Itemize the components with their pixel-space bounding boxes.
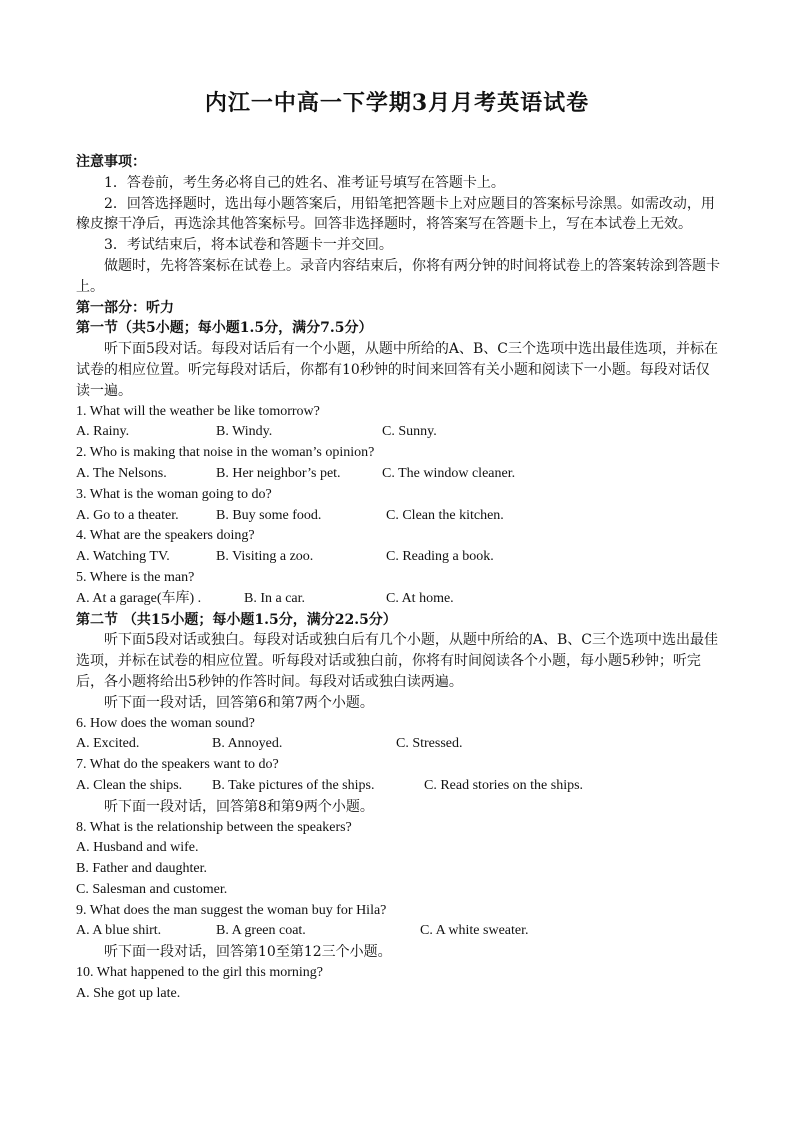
option-b: B. Annoyed. [212, 736, 283, 752]
exam-content [76, 152, 720, 1005]
question-9: 9. What does the man suggest the woman buy for Hila? [76, 902, 387, 918]
option-b: B. Visiting a zoo. [216, 549, 314, 565]
question-3-options [76, 506, 720, 527]
option-c: C. Clean the kitchen. [386, 507, 504, 523]
notice-item-4: 做题时，先将答案标在试卷上。录音内容结束后，你将有两分钟的时间将试卷上的答案转涂到答题卡上。 [76, 257, 720, 295]
question-2-options [76, 464, 720, 485]
question-6-options [76, 734, 720, 755]
question-1-options [76, 422, 720, 443]
option-b: B. In a car. [244, 590, 306, 606]
question-8: 8. What is the relationship between the speakers? [76, 819, 352, 835]
option-a: A. Clean the ships. [76, 777, 183, 793]
option-c: C. Stressed. [396, 736, 463, 752]
question-10: 10. What happened to the girl this morning? [76, 965, 324, 981]
intro-6-7: 听下面一段对话，回答第6和第7两个小题。 [104, 694, 374, 711]
question-5: 5. Where is the man? [76, 569, 195, 585]
option-b: B. Buy some food. [216, 507, 322, 523]
option-a: A. At a garage(车库) . [76, 590, 202, 606]
question-9-options [76, 921, 720, 942]
notice-item-3: 3．考试结束后，将本试卷和答题卡一并交回。 [104, 237, 393, 254]
part1-heading: 第一部分：听力 [76, 299, 174, 316]
option-a: A. The Nelsons. [76, 465, 167, 481]
page-title: 内江一中高一下学期3月月考英语试卷 [204, 90, 590, 116]
notice-item-2: 2．回答选择题时，选出每小题答案后，用铅笔把答题卡上对应题目的答案标号涂黑。如需改动，用橡皮擦干净后，再选涂其他答案标号。回答非选择题时，将答案写在答题卡上，写在本试卷上无效。 [76, 195, 715, 233]
option-c: C. A white sweater. [420, 923, 529, 939]
option-a: A. A blue shirt. [76, 923, 162, 939]
option-c: C. Sunny. [382, 424, 437, 440]
option-c: C. Read stories on the ships. [424, 777, 584, 793]
section1-heading: 第一节（共5小题；每小题1.5分，满分7.5分） [76, 320, 373, 337]
option-a: A. Rainy. [76, 424, 130, 440]
option-c: C. The window cleaner. [382, 465, 516, 481]
option-a: A. She got up late. [76, 985, 181, 1001]
question-1: 1. What will the weather be like tomorrow? [76, 403, 320, 419]
question-4: 4. What are the speakers doing? [76, 528, 255, 544]
question-6: 6. How does the woman sound? [76, 715, 255, 731]
option-b: B. Take pictures of the ships. [212, 777, 375, 793]
option-a: A. Husband and wife. [76, 840, 199, 856]
question-5-options [76, 589, 720, 610]
section2-instructions: 听下面5段对话或独白。每段对话或独白后有几个小题，从题中所给的A、B、C三个选项中选出最佳选项，并标在试卷的相应位置。听每段对话或独白前，你将有时间阅读各个小题，每小题5秒钟；听完后，各小题将给出5秒钟的作答时间。每段对话或独白读两遍。 [76, 632, 719, 690]
option-b: B. Windy. [216, 424, 273, 440]
question-3: 3. What is the woman going to do? [76, 486, 272, 502]
option-a: A. Go to a theater. [76, 507, 179, 523]
section2-heading: 第二节 （共15小题；每小题1.5分，满分22.5分） [76, 611, 397, 628]
intro-8-9: 听下面一段对话，回答第8和第9两个小题。 [104, 798, 374, 815]
option-c: C. At home. [386, 590, 454, 606]
option-a: A. Excited. [76, 736, 140, 752]
question-7: 7. What do the speakers want to do? [76, 757, 279, 773]
option-a: A. Watching TV. [76, 549, 170, 565]
intro-10-12: 听下面一段对话，回答第10至第12三个小题。 [104, 944, 392, 961]
option-b: B. Father and daughter. [76, 861, 208, 877]
question-2: 2. Who is making that noise in the woman’s opinion? [76, 445, 375, 461]
section1-instructions: 听下面5段对话。每段对话后有一个小题，从题中所给的A、B、C三个选项中选出最佳选项，并标在试卷的相应位置。听完每段对话后，你都有10秒钟的时间来回答有关小题和阅读下一小题。每段对话仅读一遍。 [76, 341, 719, 399]
notice-item-1: 1．答卷前，考生务必将自己的姓名、准考证号填写在答题卡上。 [104, 174, 505, 191]
notice-heading: 注意事项： [76, 154, 146, 170]
option-c: C. Salesman and customer. [76, 881, 228, 897]
question-7-options [76, 776, 720, 797]
option-c: C. Reading a book. [386, 549, 494, 565]
question-4-options [76, 547, 720, 568]
option-b: B. A green coat. [216, 923, 306, 939]
option-b: B. Her neighbor’s pet. [216, 465, 341, 481]
